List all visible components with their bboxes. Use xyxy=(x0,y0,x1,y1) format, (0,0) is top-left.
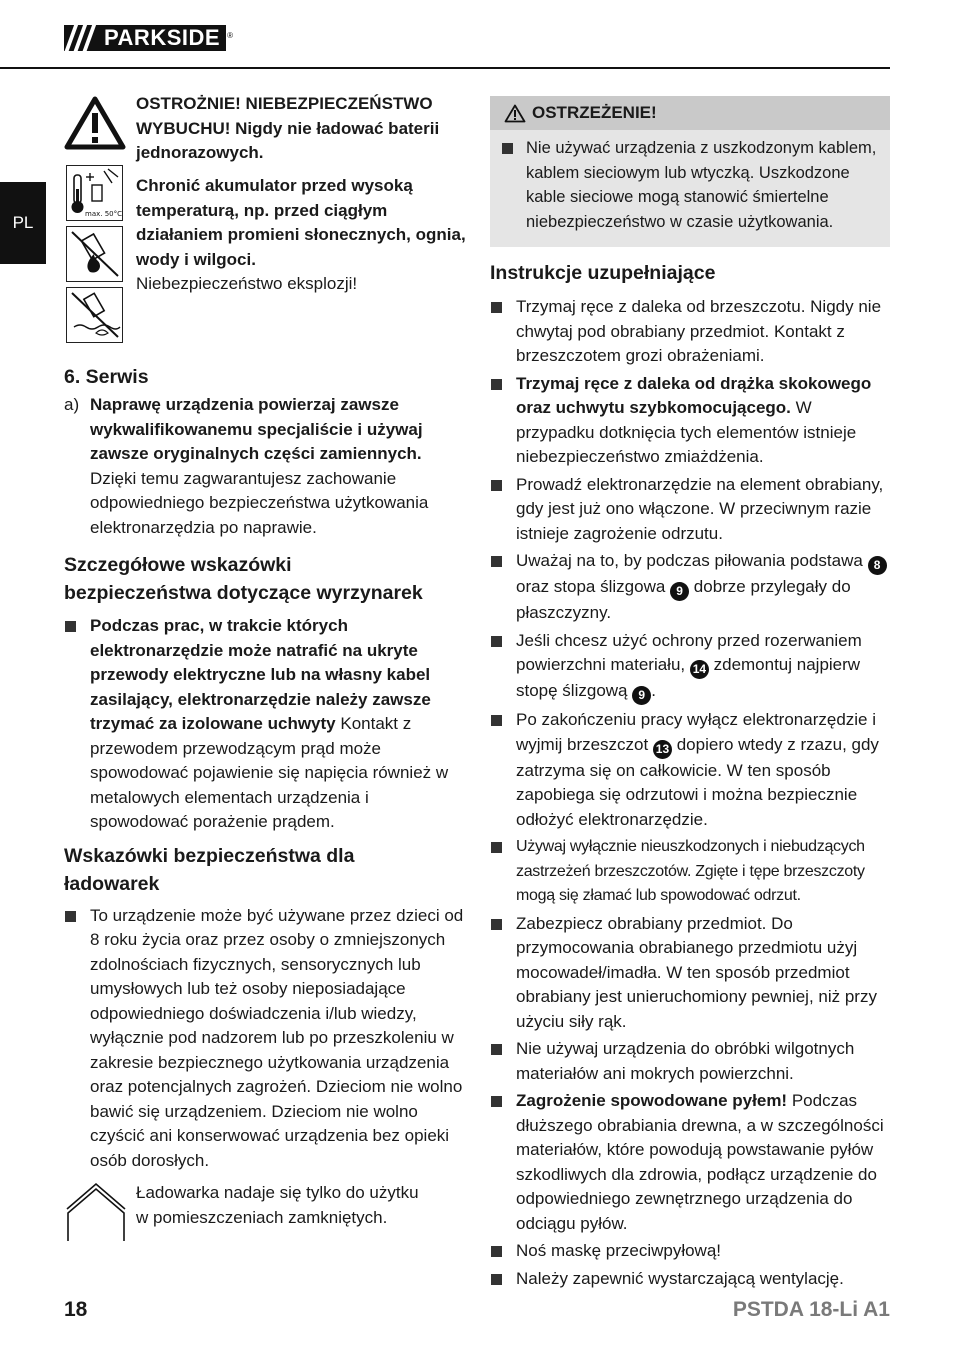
bullet-square-icon xyxy=(65,621,76,632)
callout-number: 9 xyxy=(632,686,651,705)
callout-number: 9 xyxy=(670,582,689,601)
callout-number: 8 xyxy=(868,556,887,575)
indoor-note xyxy=(64,1179,468,1243)
item-bold-text: Zagrożenie spowodowane pyłem! xyxy=(516,1091,788,1110)
list-item xyxy=(490,835,890,909)
item-text: Trzymaj ręce z daleka od brzeszczotu. Nigdy nie chwytaj pod obrabiany przedmiot. Kontakt z brzeszczotem grozi obrażeniami. xyxy=(516,297,882,365)
list-item xyxy=(490,1267,890,1292)
warning-box xyxy=(490,96,890,247)
bullet-square-icon xyxy=(491,1246,502,1257)
callout-number: 13 xyxy=(653,740,672,759)
item-text: Podczas dłuższego obrabiania drewna, a w szczególności materiałów, które powodują powstawanie pyłów szkodliwych dla zdrowia, podłącz urządzenie do odpowiedniego zewnętrznego urządzenia do odciągu pyłów. xyxy=(516,1091,884,1233)
jigsaw-title: Szczegółowe wskazówki bezpieczeństwa dotyczące wyrzynarek xyxy=(64,554,423,604)
brand-logo xyxy=(64,24,233,52)
thermo-label: max. 50°C xyxy=(84,210,122,218)
item-text: Uważaj na to, by podczas piłowania podstawa xyxy=(516,551,863,570)
battery-warning-block xyxy=(64,92,468,352)
no-fire-icon xyxy=(66,226,123,282)
bullet-square-icon xyxy=(491,636,502,647)
item-text: Nie używaj urządzenia do obróbki wilgotnych materiałów ani mokrych powierzchni. xyxy=(516,1039,855,1083)
bullet-square-icon xyxy=(491,379,502,390)
charger-title: Wskazówki bezpieczeństwa dla ładowarek xyxy=(64,844,355,895)
item-text: Należy zapewnić wystarczającą wentylację. xyxy=(516,1268,844,1288)
indoor-line-1: Ładowarka nadaje się tylko do użytku xyxy=(136,1183,419,1202)
supplementary-title: Instrukcje uzupełniające xyxy=(490,262,716,284)
item-text: Noś maskę przeciwpyłową! xyxy=(516,1241,722,1260)
item-text: oraz stopa ślizgowa xyxy=(516,577,666,596)
list-item xyxy=(490,629,890,706)
list-item xyxy=(490,1089,890,1236)
bullet-square-icon xyxy=(491,842,502,853)
warning-text: Nie używać urządzenia z uszkodzonym kablem, kablem sieciowym lub wtyczką. Uszkodzone kable sieciowe mogą stanowić śmiertelne niebezpieczeństwo w czasie użytkowania. xyxy=(526,139,877,231)
indoor-line-2: w pomieszczeniach zamkniętych. xyxy=(136,1208,388,1227)
item-text: dobrze przylegały do płaszczyzny. xyxy=(516,577,851,622)
list-item xyxy=(490,295,890,369)
bullet-square-icon xyxy=(65,911,76,922)
header-rule xyxy=(0,67,890,69)
warning-triangle-icon xyxy=(64,96,126,150)
model-name: PSTDA 18-Li A1 xyxy=(732,1298,890,1321)
bullet-square-icon xyxy=(491,302,502,313)
language-tab: PL xyxy=(0,182,46,264)
item-text: Prowadź elektronarzędzie na element obrabiany, gdy jest już ono włączone. W przeciwnym razie istnieje zagrożenie odrzutu. xyxy=(516,474,884,543)
charger-text: To urządzenie może być używane przez dzieci od 8 roku życia oraz przez osoby o zmniejszonych zdolnościach fizycznych, sensorycznych lub umysłowych lub też osoby nieposiadające odpowiedniego doświadczenia i/lub wiedzy, wyłącznie pod nadzorem lub po przeszkoleniu w zakresie bezpiecznego użytkowania urządzenia oraz potencjalnych zagrożeń. Dzieciom nie wolno bawić się urządzeniem. Dzieciom nie wolno czyścić ani konserwować urządzenia bez opieki osób dorosłych. xyxy=(90,905,464,1170)
list-item xyxy=(490,549,890,626)
bullet-square-icon xyxy=(491,556,502,567)
right-column xyxy=(490,96,890,1294)
jigsaw-normal-text: Kontakt z przewodem przewodzącym prąd może spowodować pojawienie się napięcia również w metalowych elementach urządzenia i spowodować porażenie prądem. xyxy=(90,714,449,831)
logo-stripes-icon xyxy=(64,25,98,51)
charger-section xyxy=(64,842,468,1244)
item-text: Używaj wyłącznie nieuszkodzonych i niebudzących zastrzeżeń brzeszczotów. Zgięte i tępe brzeszczoty mogą się złamać lub spowodować odrzut. xyxy=(516,838,865,904)
warning-header xyxy=(490,96,890,130)
service-section xyxy=(64,363,468,540)
bullet-square-icon xyxy=(491,1044,502,1055)
service-bold-text: Naprawę urządzenia powierzaj zawsze wykwalifikowanemu specjaliście i używaj zawsze oryginalnych części zamiennych. xyxy=(90,395,423,463)
warning-title: OSTRZEŻENIE! xyxy=(532,102,657,122)
item-bold-text: Trzymaj ręce z daleka od drążka skokowego oraz uchwytu szybkomocującego. xyxy=(516,373,872,417)
page-number: 18 xyxy=(64,1298,88,1321)
service-title: 6. Serwis xyxy=(64,366,149,388)
jigsaw-bold-text: Podczas prac, w trakcie których elektronarzędzie może natrafić na ukryte przewody elektryczne lub na własny kabel zasilający, elektronarzędzie należy zawsze trzymać za izolowane uchwyty xyxy=(90,616,431,733)
protect-normal-text: Niebezpieczeństwo eksplozji! xyxy=(136,274,358,293)
bullet-square-icon xyxy=(491,480,502,491)
warning-triangle-small-icon xyxy=(504,104,526,123)
house-icon xyxy=(64,1181,128,1243)
charger-item xyxy=(64,904,468,1174)
left-column xyxy=(64,92,468,1243)
bullet-square-icon xyxy=(491,715,502,726)
item-text: zdemontuj najpierw stopę ślizgową xyxy=(516,655,861,700)
service-normal-text: Dzięki temu zagwarantujesz zachowanie odpowiedniego bezpieczeństwa użytkowania elektronarzędzia po naprawie. xyxy=(90,468,429,537)
item-text: Po zakończeniu pracy wyłącz elektronarzędzie i wyjmij brzeszczot xyxy=(516,710,877,754)
list-item xyxy=(490,912,890,1035)
explosion-warning-text: OSTROŻNIE! NIEBEZPIECZEŃSTWO WYBUCHU! Nigdy nie ładować baterii jednorazowych. xyxy=(136,94,440,162)
item-text: Zabezpiecz obrabiany przedmiot. Do przymocowania obrabianego przedmiotu użyj mocowadeł/imadła. W ten sposób przedmiot obrabiany jest unieruchomiony pewniej, niż przy użyciu siły rąk. xyxy=(516,913,877,1031)
list-item xyxy=(490,1239,890,1264)
service-item xyxy=(64,393,468,540)
bullet-square-icon xyxy=(491,919,502,930)
list-item xyxy=(490,708,890,832)
item-text: Jeśli chcesz użyć ochrony przed rozerwaniem powierzchni materiału, xyxy=(516,630,862,674)
thermometer-icon xyxy=(66,165,123,221)
callout-number: 14 xyxy=(690,660,709,679)
list-item xyxy=(490,473,890,547)
item-text: W przypadku dotknięcia tych elementów istnieje niebezpieczeństwo zmiażdżenia. xyxy=(516,398,857,466)
item-text: . xyxy=(651,681,656,700)
protect-bold-text: Chronić akumulator przed wysoką temperaturą, np. przed ciągłym działaniem promieni słonecznych, ognia, wody i wilgoci. xyxy=(136,176,466,269)
warning-item xyxy=(498,136,882,234)
list-item xyxy=(490,1037,890,1086)
bullet-square-icon xyxy=(502,143,513,154)
jigsaw-section xyxy=(64,551,468,835)
no-water-icon xyxy=(66,287,123,343)
registered-mark: ® xyxy=(227,31,233,40)
service-marker: a) xyxy=(64,395,80,414)
jigsaw-item xyxy=(64,614,468,835)
item-text: dopiero wtedy z rzazu, gdy zatrzyma się on całkowicie. W ten sposób zapobiega się odrzutowi i można bezpiecznie odłożyć elektronarzędzie. xyxy=(516,734,879,829)
list-item xyxy=(490,372,890,470)
bullet-square-icon xyxy=(491,1096,502,1107)
brand-name: PARKSIDE xyxy=(98,25,226,51)
bullet-square-icon xyxy=(491,1274,502,1285)
